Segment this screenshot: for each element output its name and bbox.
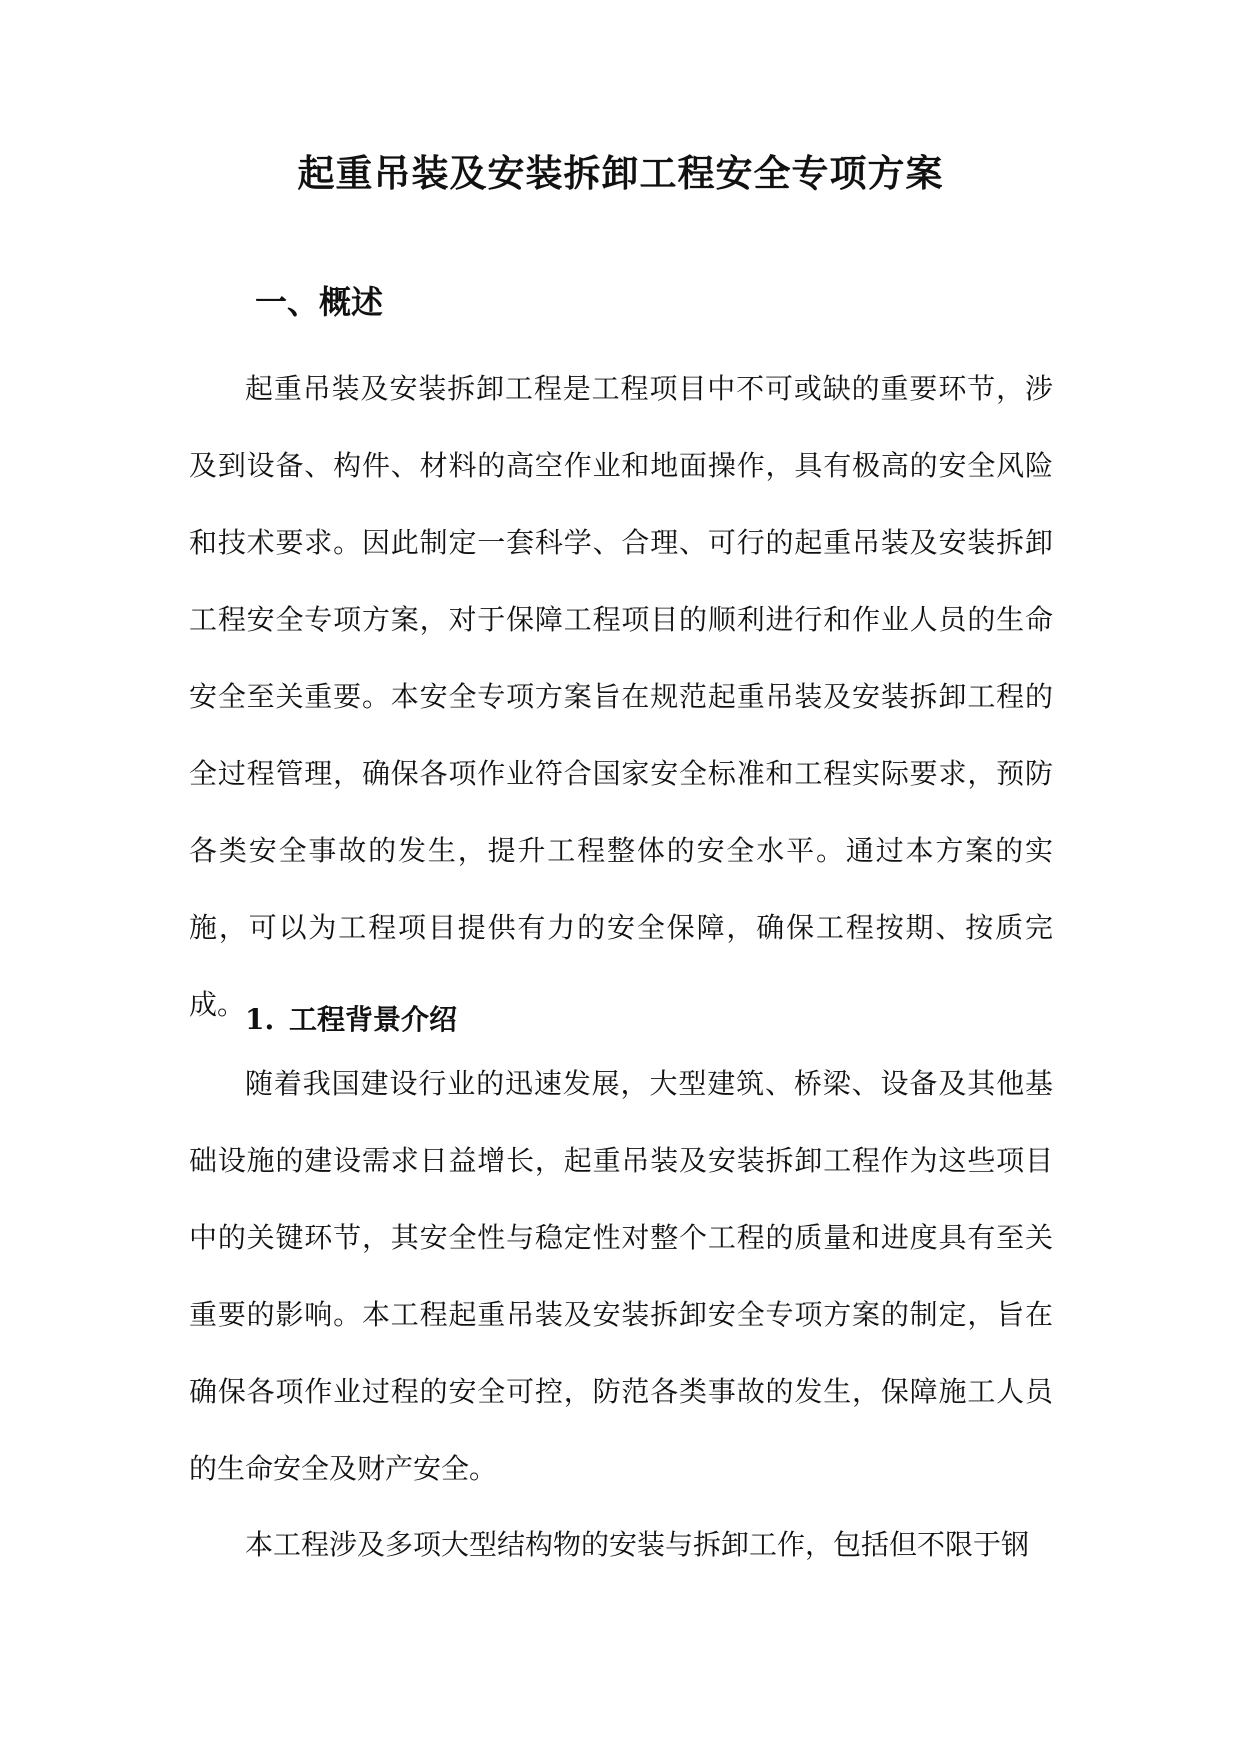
background-paragraph-1: 随着我国建设行业的迅速发展，大型建筑、桥梁、设备及其他基础设施的建设需求日益增长，起重吊装及安装拆卸工程作为这些项目中的关键环节，其安全性与稳定性对整个工程的质量和进度具有至关重要的影响。本工程起重吊装及安装拆卸安全专项方案的制定，旨在确保各项作业过程的安全可控，防范各类事故的发生，保障施工人员的生命安全及财产安全。 — [189, 1067, 1053, 1485]
overview-paragraph: 起重吊装及安装拆卸工程是工程项目中不可或缺的重要环节，涉及到设备、构件、材料的高空作业和地面操作，具有极高的安全风险和技术要求。因此制定一套科学、合理、可行的起重吊装及安装拆卸工程安全专项方案，对于保障工程项目的顺利进行和作业人员的生命安全至关重要。本安全专项方案旨在规范起重吊装及安装拆卸工程的全过程管理，确保各项作业符合国家安全标准和工程实际要求，预防各类安全事故的发生，提升工程整体的安全水平。通过本方案的实施，可以为工程项目提供有力的安全保障，确保工程按期、按质完成。 — [189, 372, 1053, 1021]
subsection-number: 1. — [245, 1003, 275, 1036]
section-heading-overview: 一、概述 — [255, 283, 384, 321]
subsection-heading-background — [245, 1000, 457, 1040]
subsection-title: 工程背景介绍 — [289, 1003, 458, 1036]
background-paragraph-2: 本工程涉及多项大型结构物的安装与拆卸工作，包括但不限于钢 — [245, 1528, 1030, 1561]
document-title: 起重吊装及安装拆卸工程安全专项方案 — [297, 151, 944, 195]
